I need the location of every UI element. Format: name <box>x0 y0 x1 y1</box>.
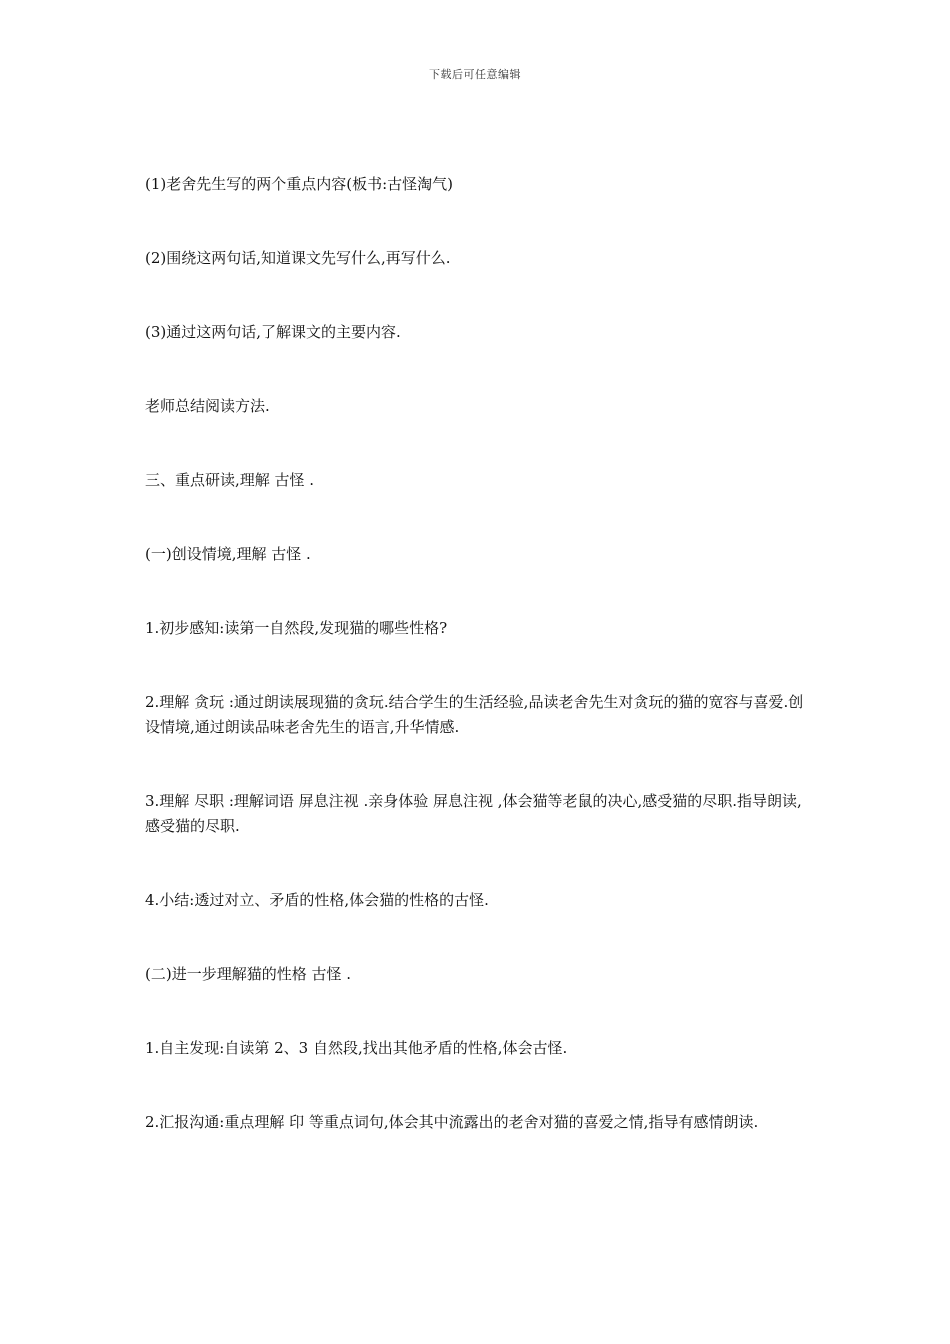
section-heading-3: 三、重点研读,理解 古怪 . <box>145 471 315 489</box>
subsection-heading-1: (一)创设情境,理解 古怪 . <box>145 545 311 563</box>
document-body <box>145 172 815 1184</box>
paragraph-10: 4.小结:透过对立、矛盾的性格,体会猫的性格的古怪. <box>145 891 489 909</box>
page-header: 下载后可任意编辑 <box>429 68 521 81</box>
paragraph-3: (3)通过这两句话,了解课文的主要内容. <box>145 323 401 341</box>
paragraph-7: 1.初步感知:读第一自然段,发现猫的哪些性格? <box>145 619 448 637</box>
paragraph-4: 老师总结阅读方法. <box>145 397 270 415</box>
paragraph-13: 2.汇报沟通:重点理解 印 等重点词句,体会其中流露出的老舍对猫的喜爱之情,指导有感情朗读. <box>145 1113 759 1131</box>
paragraph-2: (2)围绕这两句话,知道课文先写什么,再写什么. <box>145 249 451 267</box>
paragraph-9: 3.理解 尽职 :理解词语 屏息注视 .亲身体验 屏息注视 ,体会猫等老鼠的决心,感受猫的尽职.指导朗读,感受猫的尽职. <box>145 792 802 835</box>
paragraph-8: 2.理解 贪玩 :通过朗读展现猫的贪玩.结合学生的生活经验,品读老舍先生对贪玩的猫的宽容与喜爱.创设情境,通过朗读品味老舍先生的语言,升华情感. <box>145 693 804 736</box>
paragraph-1: (1)老舍先生写的两个重点内容(板书:古怪淘气) <box>145 175 454 193</box>
subsection-heading-2: (二)进一步理解猫的性格 古怪 . <box>145 965 352 983</box>
paragraph-12: 1.自主发现:自读第 2、3 自然段,找出其他矛盾的性格,体会古怪. <box>145 1039 568 1057</box>
